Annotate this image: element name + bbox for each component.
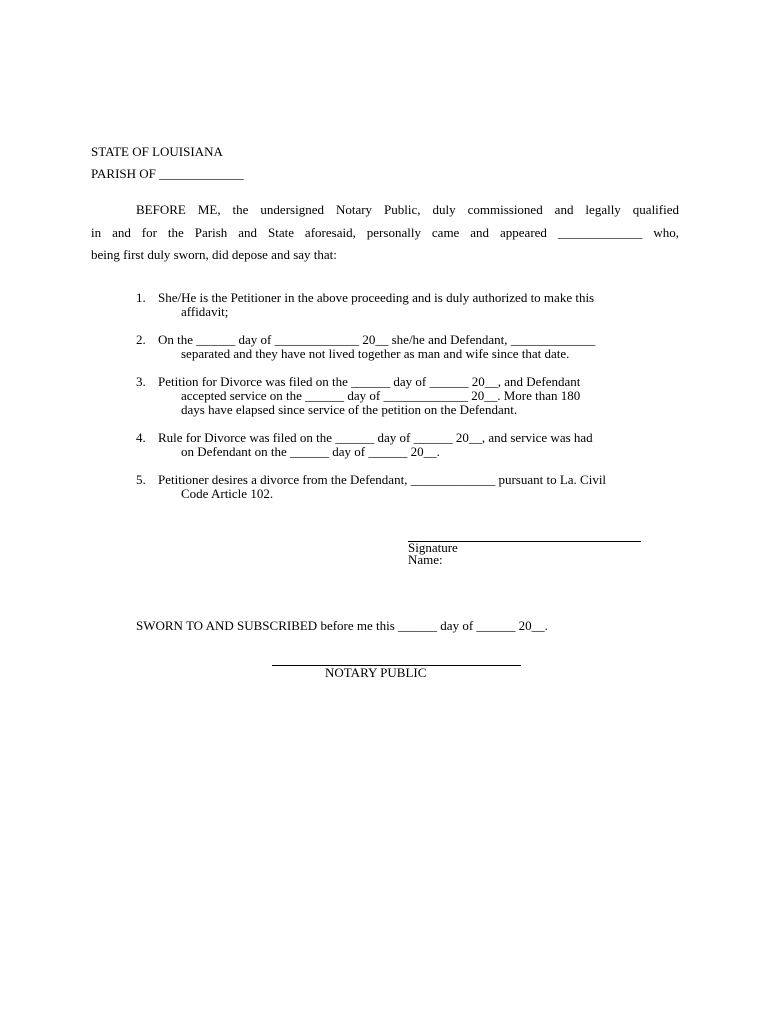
state-heading: STATE OF LOUISIANA [91, 144, 223, 159]
item-number: 3. [136, 374, 146, 389]
list-item [136, 431, 686, 459]
list-item [136, 291, 686, 319]
item-line: Rule for Divorce was filed on the ______ day of ______ 20__, and service was had [158, 430, 593, 445]
item-line: Petitioner desires a divorce from the Defendant, _____________ pursuant to La. Civil [158, 472, 607, 487]
item-line: days have elapsed since service of the petition on the Defendant. [181, 402, 518, 417]
intro-line-2: in and for the Parish and State aforesaid, personally came and appeared _____________ who, [91, 225, 679, 240]
jurat-text: SWORN TO AND SUBSCRIBED before me this ______ day of ______ 20__. [136, 618, 548, 633]
item-line: On the ______ day of _____________ 20__ she/he and Defendant, _____________ [158, 332, 596, 347]
intro-line-1: BEFORE ME, the undersigned Notary Public, duly commissioned and legally qualified [136, 202, 679, 217]
item-text [158, 291, 686, 319]
item-line: She/He is the Petitioner in the above proceeding and is duly authorized to make this [158, 290, 595, 305]
parish-heading: PARISH OF _____________ [91, 166, 244, 181]
intro-line-3: being first duly sworn, did depose and say that: [91, 247, 337, 262]
list-item [136, 333, 686, 361]
item-number: 2. [136, 332, 146, 347]
item-number: 1. [136, 290, 146, 305]
item-line: Petition for Divorce was filed on the ______ day of ______ 20__, and Defendant [158, 374, 581, 389]
notary-public-label: NOTARY PUBLIC [325, 665, 427, 680]
signature-label: Signature [408, 540, 458, 555]
item-line: separated and they have not lived together as man and wife since that date. [181, 346, 570, 361]
item-number: 4. [136, 430, 146, 445]
item-line: affidavit; [181, 304, 229, 319]
list-item [136, 375, 686, 417]
item-text [158, 473, 686, 501]
signature-name-label: Name: [408, 552, 443, 567]
item-number: 5. [136, 472, 146, 487]
list-item [136, 473, 686, 501]
item-text [158, 375, 686, 417]
item-line: on Defendant on the ______ day of ______ 20__. [181, 444, 440, 459]
item-line: accepted service on the ______ day of _____________ 20__. More than 180 [181, 388, 581, 403]
item-line: Code Article 102. [181, 486, 274, 501]
item-text [158, 431, 686, 459]
item-text [158, 333, 686, 361]
